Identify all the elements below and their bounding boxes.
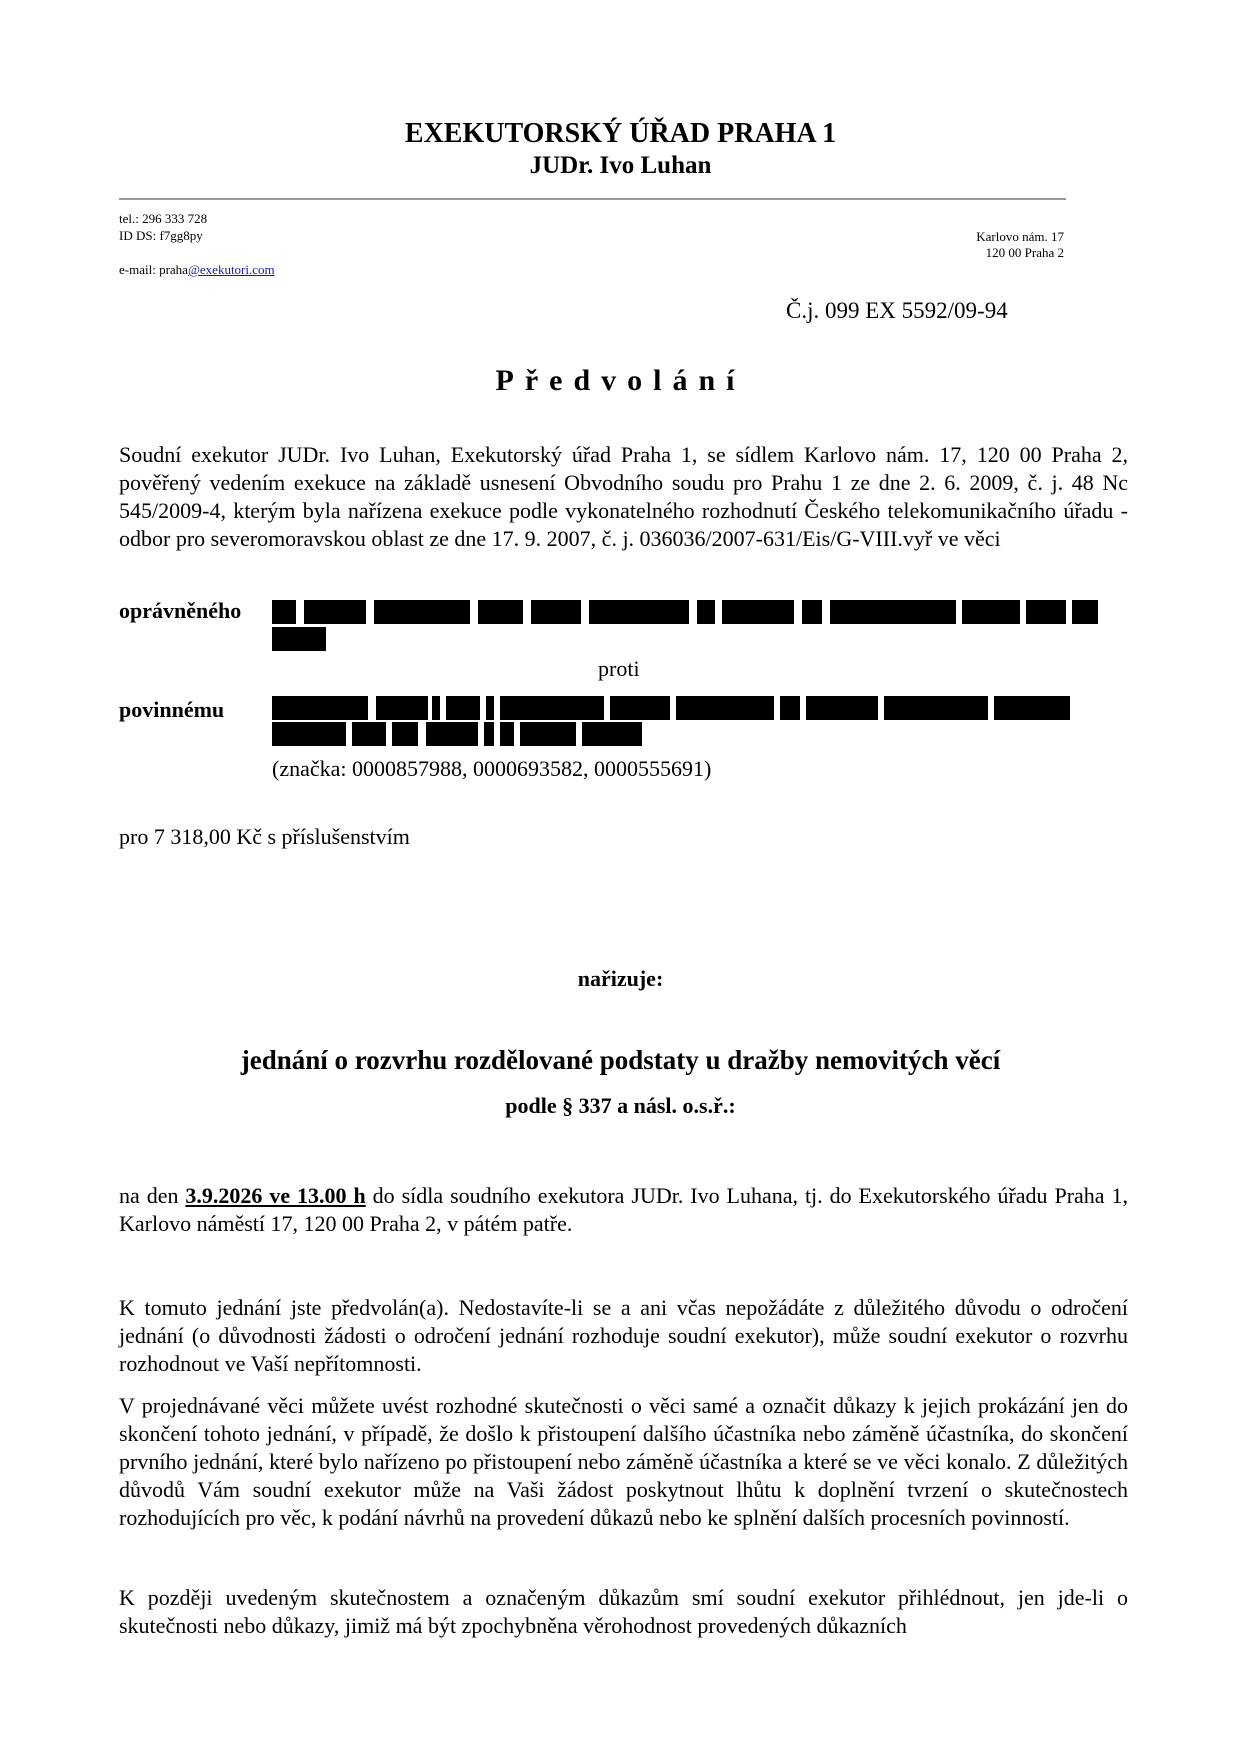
- hearing-datetime: 3.9.2026 ve 13.00 h: [185, 1183, 366, 1208]
- obliged-party-label: povinnému: [119, 697, 225, 722]
- entitled-party-label: oprávněného: [119, 598, 242, 623]
- case-reference: Č.j. 099 EX 5592/09-94: [786, 298, 1008, 323]
- legal-basis: podle § 337 a násl. o.s.ř.:: [505, 1093, 736, 1118]
- contact-data-box: ID DS: f7gg8py: [119, 228, 203, 243]
- document-heading: Předvolání: [495, 364, 746, 397]
- orders-label: nařizuje:: [577, 966, 664, 991]
- claim-amount: pro 7 318,00 Kč s příslušenstvím: [119, 824, 410, 849]
- office-title: EXEKUTORSKÝ ÚŘAD PRAHA 1: [404, 118, 837, 149]
- intro-paragraph: Soudní exekutor JUDr. Ivo Luhan, Exekutorský úřad Praha 1, se sídlem Karlovo nám. 17, 120 00 Praha 2, pověřený vedením exekuce na základě usnesení Obvodního soudu pro Prahu 1 ze dne 2. 6. 2009, č. j. 48 Nc 545/2009-4, kterým byla nařízena exekuce podle vykonatelného rozhodnutí Českého telekomunikačního úřadu - odbor pro severomoravskou oblast ze dne 17. 9. 2007, č. j. 036036/2007-631/Eis/G-VIII.vyř ve věci: [119, 442, 1128, 551]
- header-divider: [119, 198, 1066, 200]
- address-line-2: 120 00 Praha 2: [985, 245, 1064, 260]
- hearing-subject: jednání o rozvrhu rozdělované podstaty u dražby nemovitých věcí: [240, 1045, 1001, 1075]
- address-line-1: Karlovo nám. 17: [976, 229, 1064, 244]
- email-link[interactable]: @exekutori.com: [187, 262, 275, 277]
- hearing-date-paragraph: [119, 1182, 1128, 1238]
- office-name: JUDr. Ivo Luhan: [529, 152, 712, 179]
- summons-paragraph-3: K později uvedeným skutečnostem a označeným důkazům smí soudní exekutor přihlédnout, jen jde-li o skutečnosti nebo důkazy, jimiž má být zpochybněna věrohodnost provedených důkazních: [119, 1585, 1128, 1638]
- email-prefix: e-mail: praha: [119, 262, 188, 277]
- summons-paragraph-1: K tomuto jednání jste předvolán(a). Nedostavíte-li se a ani včas nepožádáte z důležitého důvodu o odročení jednání (o důvodnosti žádosti o odročení jednání rozhoduje soudní exekutor), může soudní exekutor o rozvrhu rozhodnout ve Vaší nepřítomnosti.: [119, 1295, 1128, 1376]
- contact-email: [119, 262, 275, 278]
- hearing-prefix: na den: [119, 1183, 186, 1208]
- hearing-location: do sídla soudního exekutora JUDr. Ivo Luhana, tj. do Exekutorského úřadu Praha 1, Karlovo náměstí 17, 120 00 Praha 2, v pátém patře.: [119, 1183, 1129, 1236]
- summons-paragraph-2: V projednávané věci můžete uvést rozhodné skutečnosti o věci samé a označit důkazy k jejich prokázání jen do skončení tohoto jednání, v případě, že došlo k přistoupení dalšího účastníka nebo záměně účastníka, do skončení prvního jednání, které bylo nařízeno po přistoupení nebo záměně účastníka a které se ve věci konalo. Z důležitých důvodů Vám soudní exekutor může na Vaši žádost poskytnout lhůtu k doplnění tvrzení o skutečnostech rozhodujících pro věc, k podání návrhů na provedení důkazů nebo ke splnění dalších procesních povinností.: [119, 1393, 1128, 1530]
- reference-numbers: (značka: 0000857988, 0000693582, 0000555691): [272, 756, 712, 781]
- against-label: proti: [598, 656, 640, 681]
- contact-phone: tel.: 296 333 728: [119, 211, 208, 226]
